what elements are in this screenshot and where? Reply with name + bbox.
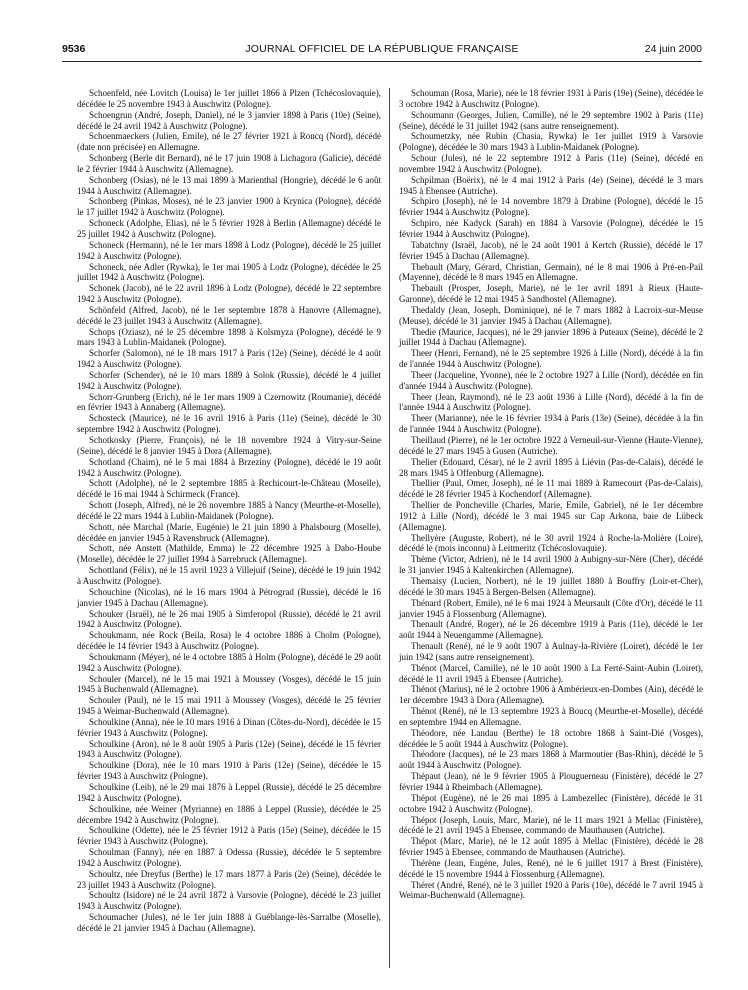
register-entry: Thelier (Edouard, César), né le 2 avril 1895 à Liévin (Pas-de-Calais), décédé le 28 mars 1945 à Offenburg (Allemagne). [399,456,703,478]
register-entry: Thebault (Mary, Gérard, Christian, Germain), né le 8 mai 1906 à Pré-en-Pail (Mayenne), décédé le 8 mars 1945 en Allemagne. [399,261,703,283]
page-number: 9536 [62,43,86,55]
register-entry: Schour (Jules), né le 22 septembre 1912 à Paris (11e) (Seine), décédé en novembre 1942 à Auschwitz (Pologne). [399,153,703,174]
register-entry: Thedaldy (Jean, Joseph, Dominique), né le 7 mars 1882 à Lacroix-sur-Meuse (Meuse), décédé le 31 janvier 1945 à Dachau (Allemagne). [399,304,703,326]
register-entry: Thépot (Marc, Marie), né le 12 août 1895 à Mellac (Finistère), décédé le 28 février 1945 à Ebensee, commando de Mauthausen (Autriche). [399,836,703,858]
register-entry: Schott, née Marchal (Marie, Eugénie) le 21 juin 1890 à Phalsbourg (Moselle), décédée en janvier 1945 à Ravensbruck (Allemagne). [77,521,381,543]
register-entry: Schosteck (Maurice), né le 16 avril 1916 à Paris (11e) (Seine), décédé le 30 septembre 1942 à Auschwitz (Pologne). [77,413,381,435]
register-entry: Schoneck, née Adler (Rywka), le 1er mai 1905 à Lodz (Pologne), décédée le 25 juillet 1942 à Auschwitz (Pologne). [77,261,381,283]
register-entry: Schonberg (Pinkas, Moses), né le 23 janvier 1900 à Krynica (Pologne), décédé le 17 juillet 1942 à Auschwitz (Pologne). [77,196,381,218]
register-entry: Schorr-Grunberg (Erich), né le 1er mars 1909 à Czernowitz (Roumanie), décédé en février 1943 à Annaberg (Allemagne). [77,391,381,413]
register-entry: Schoulkine (Odette), née le 25 février 1912 à Paris (15e) (Seine), décédée le 15 février 1943 à Auschwitz (Pologne). [77,825,381,847]
register-entry: Schoulman (Fanny), née en 1887 à Odessa (Russie), décédée le 5 septembre 1942 à Auschwitz (Pologne). [77,847,381,868]
left-column [77,88,381,934]
register-entry: Schönfeld (Alfred, Jacob), né le 1er septembre 1878 à Hanovre (Allemagne), décédé le 23 juillet 1943 à Auschwitz (Allemagne). [77,304,381,326]
register-entry: Schops (Oziasz), né le 25 décembre 1898 à Kolsmyza (Pologne), décédé le 9 mars 1943 à Lublin-Maidanek (Pologne). [77,326,381,348]
register-entry: Thenault (André, Roger), né le 26 décembre 1919 à Paris (11e), décédé le 1er août 1944 à Neuengamme (Allemagne). [399,619,703,641]
register-entry: Schonberg (Berle dit Bernard), né le 17 juin 1908 à Lichagora (Galicie), décédé le 2 février 1944 à Auschwitz (Allemagne). [77,153,381,174]
register-entry: Schott (Joseph, Alfred), né le 26 novembre 1885 à Nancy (Meurthe-et-Moselle), décédé le 22 mars 1944 à Lublin-Maidanek (Pologne). [77,500,381,521]
register-entry: Schoumetzky, née Rubin (Chasia, Rywka) le 1er juillet 1919 à Varsovie (Pologne), décédée le 30 mars 1943 à Lublin-Maidanek (Pologne). [399,131,703,153]
register-entry: Thedie (Maurice, Jacques), né le 29 janvier 1896 à Puteaux (Seine), décédé le 2 juillet 1944 à Dachau (Allemagne). [399,326,703,348]
register-entry: Thépot (Eugène), né le 26 mai 1895 à Lambezellec (Finistère), décédé le 31 octobre 1942 à Auschwitz (Pologne). [399,792,703,814]
register-entry: Schotkosky (Pierre, François), né le 18 novembre 1924 à Vitry-sur-Seine (Seine), décédé le 8 janvier 1945 à Dora (Allemagne). [77,435,381,456]
register-entry: Schonek (Jacob), né le 22 avril 1896 à Lodz (Pologne), décédé le 22 septembre 1942 à Auschwitz (Pologne). [77,283,381,305]
register-entry: Schoukmann, née Rock (Beila, Rosa) le 4 octobre 1886 à Cholm (Pologne), décédée le 14 février 1943 à Auschwitz (Pologne). [77,630,381,652]
register-entry: Schoulkine (Leib), né le 29 mai 1876 à Leppel (Russie), décédé le 25 décembre 1942 à Auschwitz (Pologne). [77,782,381,803]
register-entry: Theer (Jacqueline, Yvonne), née le 2 octobre 1927 à Lille (Nord), décédée en fin d'année 1944 à Auschwitz (Pologne). [399,369,703,391]
register-entry: Théret (André, René), né le 3 juillet 1920 à Paris (10e), décédé le 7 avril 1945 à Weimar-Buchenwald (Allemagne). [399,879,703,901]
register-entry: Schoulkine (Anna), née le 10 mars 1916 à Dinan (Côtes-du-Nord), décédée le 15 février 1943 à Auschwitz (Pologne). [77,716,381,738]
register-entry: Thème (Victor, Adrien), né le 14 avril 1900 à Aubigny-sur-Nère (Cher), décédé le 31 janvier 1945 à Kaltenkirchen (Allemagne). [399,554,703,576]
register-entry: Schonberg (Osias), né le 13 mai 1899 à Marienthal (Hongrie), décédé le 6 août 1944 à Auschwitz (Allemagne). [77,174,381,196]
register-entry: Thellyère (Auguste, Robert), né le 30 avril 1924 à Roche-la-Molière (Loire), décédé le (mois inconnu) à Leitmeritz (Tchécoslovaquie). [399,532,703,554]
register-entry: Schoumacher (Jules), né le 1er juin 1888 à Guéblange-lès-Sarralbe (Moselle), décédé le 21 janvier 1945 à Dachau (Allemagne). [77,912,381,933]
publication-date: 24 juin 2000 [644,43,702,55]
register-entry: Tabatchny (Israël, Jacob), né le 24 août 1901 à Kertch (Russie), décédé le 17 février 1945 à Dachau (Allemagne). [399,239,703,261]
register-entry: Schoumann (Georges, Julien, Camille), né le 29 septembre 1902 à Paris (11e) (Seine), décédé le 31 juillet 1942 (sans autre renseignement). [399,109,703,131]
register-entry: Thénot (Marius), né le 2 octobre 1906 à Ambérieux-en-Dombes (Ain), décédé le 1er décembre 1943 à Dora (Allemagne). [399,684,703,706]
register-entry: Thépot (Joseph, Louis, Marc, Marie), né le 11 mars 1921 à Mellac (Finistère), décédé le 21 avril 1945 à Ebensee, commando de Mauthausen (Autriche). [399,814,703,836]
register-entry: Schouler (Marcel), né le 15 mai 1921 à Moussey (Vosges), décédé le 15 juin 1945 à Buchenwald (Allemagne). [77,673,381,695]
column-divider [389,88,390,968]
journal-title: JOURNAL OFFICIEL DE LA RÉPUBLIQUE FRANÇAISE [245,43,519,55]
register-entry: Schouler (Paul), né le 15 mai 1911 à Moussey (Vosges), décédé le 25 février 1945 à Weimar-Buchenwald (Allemagne). [77,695,381,717]
register-entry: Schoulkine, née Weiner (Myrianne) en 1886 à Leppel (Russie), décédée le 25 décembre 1942 à Auschwitz (Pologne). [77,803,381,825]
register-entry: Schoulkine (Aron), né le 8 août 1905 à Paris (12e) (Seine), décédé le 15 février 1943 à Auschwitz (Pologne). [77,738,381,760]
register-entry: Themaisy (Lucien, Norbert), né le 19 juillet 1880 à Bouffry (Loir-et-Cher), décédé le 30 mars 1945 à Bergen-Belsen (Allemagne). [399,575,703,597]
register-entry: Theer (Jean, Raymond), né le 23 août 1936 à Lille (Nord), décédé à la fin de l'année 1944 à Auschwitz (Pologne). [399,391,703,413]
register-entry: Schoengrun (André, Joseph, Daniel), né le 3 janvier 1898 à Paris (10e) (Seine), décédé le 24 avril 1942 à Auschwitz (Pologne). [77,109,381,131]
register-entry: Schouchine (Nicolas), né le 16 mars 1904 à Pétrograd (Russie), décédé le 16 janvier 1945 à Dachau (Allemagne). [77,586,381,608]
register-entry: Thellier (Paul, Omer, Joseph), né le 11 mai 1889 à Ramecourt (Pas-de-Calais), décédé le 28 février 1945 à Kochendorf (Allemagne). [399,478,703,500]
register-entry: Schoenfeld, née Lovitch (Louisa) le 1er juillet 1866 à Plzen (Tchécoslovaquie), décédée le 25 novembre 1943 à Auschwitz (Pologne). [77,88,381,109]
register-entry: Théodore, née Landau (Berthe) le 18 octobre 1868 à Saint-Dié (Vosges), décédée le 5 août 1944 à Auschwitz (Pologne). [399,727,703,749]
register-entry: Theer (Henri, Fernand), né le 25 septembre 1926 à Lille (Nord), décédé à la fin de l'année 1944 à Auschwitz (Pologne). [399,348,703,370]
register-entry: Thenault (René), né le 9 août 1907 à Aulnay-la-Rivière (Loiret), décédé le 1er juin 1942 (sans autre renseignement). [399,641,703,662]
register-entry: Schpiro (Joseph), né le 14 novembre 1879 à Drabine (Pologne), décédé le 15 février 1944 à Auschwitz (Pologne). [399,196,703,218]
header-rule [62,61,702,62]
register-entry: Schottland (Félix), né le 15 avril 1923 à Villejuif (Seine), décédé le 19 juin 1942 à Auschwitz (Pologne). [77,565,381,586]
register-entry: Schpiro, née Kadyck (Sarah) en 1884 à Varsovie (Pologne), décédée le 15 février 1944 à Auschwitz (Pologne). [399,218,703,239]
register-entry: Thebault (Prosper, Joseph, Marie), né le 1er avril 1891 à Rieux (Haute-Garonne), décédé le 12 mai 1945 à Sandbostel (Allemagne). [399,283,703,305]
register-entry: Thépaut (Jean), né le 9 février 1905 à Plouguerneau (Finistère), décédé le 27 février 1944 à Rheimbach (Allemagne). [399,771,703,792]
register-entry: Schoultz (Isidore) né le 24 avril 1872 à Varsovie (Pologne), décédé le 23 juillet 1943 à Auschwitz (Pologne). [77,890,381,912]
register-entry: Schoneck (Hermann), né le 1er mars 1898 à Lodz (Pologne), décédé le 25 juillet 1942 à Auschwitz (Pologne). [77,239,381,261]
register-entry: Thellier de Poncheville (Charles, Marie, Emile, Gabriel), né le 1er décembre 1912 à Lille (Nord), décédé le 3 mai 1945 sur Cap Arkona, baie de Lübeck (Allemagne). [399,500,703,532]
register-entry: Schoultz, née Dreyfus (Berthe) le 17 mars 1877 à Paris (2e) (Seine), décédée le 23 juillet 1943 à Auschwitz (Pologne). [77,868,381,890]
register-entry: Theer (Marianne), née le 16 février 1934 à Paris (13e) (Seine), décédée à la fin de l'année 1944 à Auschwitz (Pologne). [399,413,703,435]
register-entry: Schouker (Israël), né le 26 mai 1905 à Simferopol (Russie), décédé le 21 avril 1942 à Auschwitz (Pologne). [77,608,381,630]
register-entry: Schoenmaeckers (Julien, Emile), né le 27 février 1921 à Roncq (Nord), décédé (date non précisée) en Allemagne. [77,131,381,153]
register-entry: Thénot (René), né le 13 septembre 1923 à Boucq (Meurthe-et-Moselle), décédé en septembre 1944 en Allemagne. [399,706,703,727]
register-entry: Schotland (Chaim), né le 5 mai 1884 à Brzeziny (Pologne), décédé le 19 août 1942 à Auschwitz (Pologne). [77,456,381,478]
register-entry: Thénard (Robert, Emile), né le 6 mai 1924 à Meursault (Côte d'Or), décédé le 11 janvier 1945 à Flossenburg (Allemagne). [399,597,703,619]
register-entry: Schpilman (Boërix), né le 4 mai 1912 à Paris (4e) (Seine), décédé le 3 mars 1945 à Ebensee (Autriche). [399,174,703,196]
register-entry: Schorfer (Salomon), né le 18 mars 1917 à Paris (12e) (Seine), décédé le 4 août 1942 à Auschwitz (Pologne). [77,348,381,370]
page-header [62,43,702,63]
register-entry: Thénot (Marcel, Camille), né le 10 août 1900 à La Ferté-Saint-Aubin (Loiret), décédé le 11 avril 1945 à Ebensee (Autriche). [399,662,703,684]
register-entry: Schott (Adolphe), né le 2 septembre 1885 à Rechicourt-le-Château (Moselle), décédé le 16 mai 1944 à Schirmeck (France). [77,478,381,500]
register-entry: Schoneck (Adolphe, Elias), né le 5 février 1928 à Berlin (Allemagne) décédé le 25 juillet 1942 à Auschwitz (Pologne). [77,218,381,239]
register-entry: Schoukmann (Méyer), né le 4 octobre 1885 à Holm (Pologne), décédé le 29 août 1942 à Auschwitz (Pologne). [77,651,381,673]
register-entry: Schott, née Anstett (Mathilde, Emma) le 22 décembre 1925 à Dabo-Hoube (Moselle), décédée le 27 juillet 1994 à Sarrebruck (Allemagne). [77,543,381,565]
register-entry: Schouman (Rosa, Marie), née le 18 février 1931 à Paris (19e) (Seine), décédée le 3 octobre 1942 à Auschwitz (Pologne). [399,88,703,109]
right-column [399,88,703,901]
register-entry: Schorfer (Schender), né le 10 mars 1889 à Solok (Russie), décédé le 4 juillet 1942 à Auschwitz (Pologne). [77,369,381,391]
register-entry: Theillaud (Pierre), né le 1er octobre 1922 à Verneuil-sur-Vienne (Haute-Vienne), décédé le 27 mars 1945 à Gusen (Autriche). [399,435,703,456]
register-entry: Schoulkine (Dora), née le 10 mars 1910 à Paris (12e) (Seine), décédée le 15 février 1943 à Auschwitz (Pologne). [77,760,381,782]
register-entry: Thérène (Jean, Eugène, Jules, René), né le 6 juillet 1917 à Brest (Finistère), décédé le 15 novembre 1944 à Flossenburg (Allemagne). [399,857,703,879]
register-entry: Théodore (Jacques), né le 23 mars 1868 à Marmoutier (Bas-Rhin), décédé le 5 août 1944 à Auschwitz (Pologne). [399,749,703,771]
